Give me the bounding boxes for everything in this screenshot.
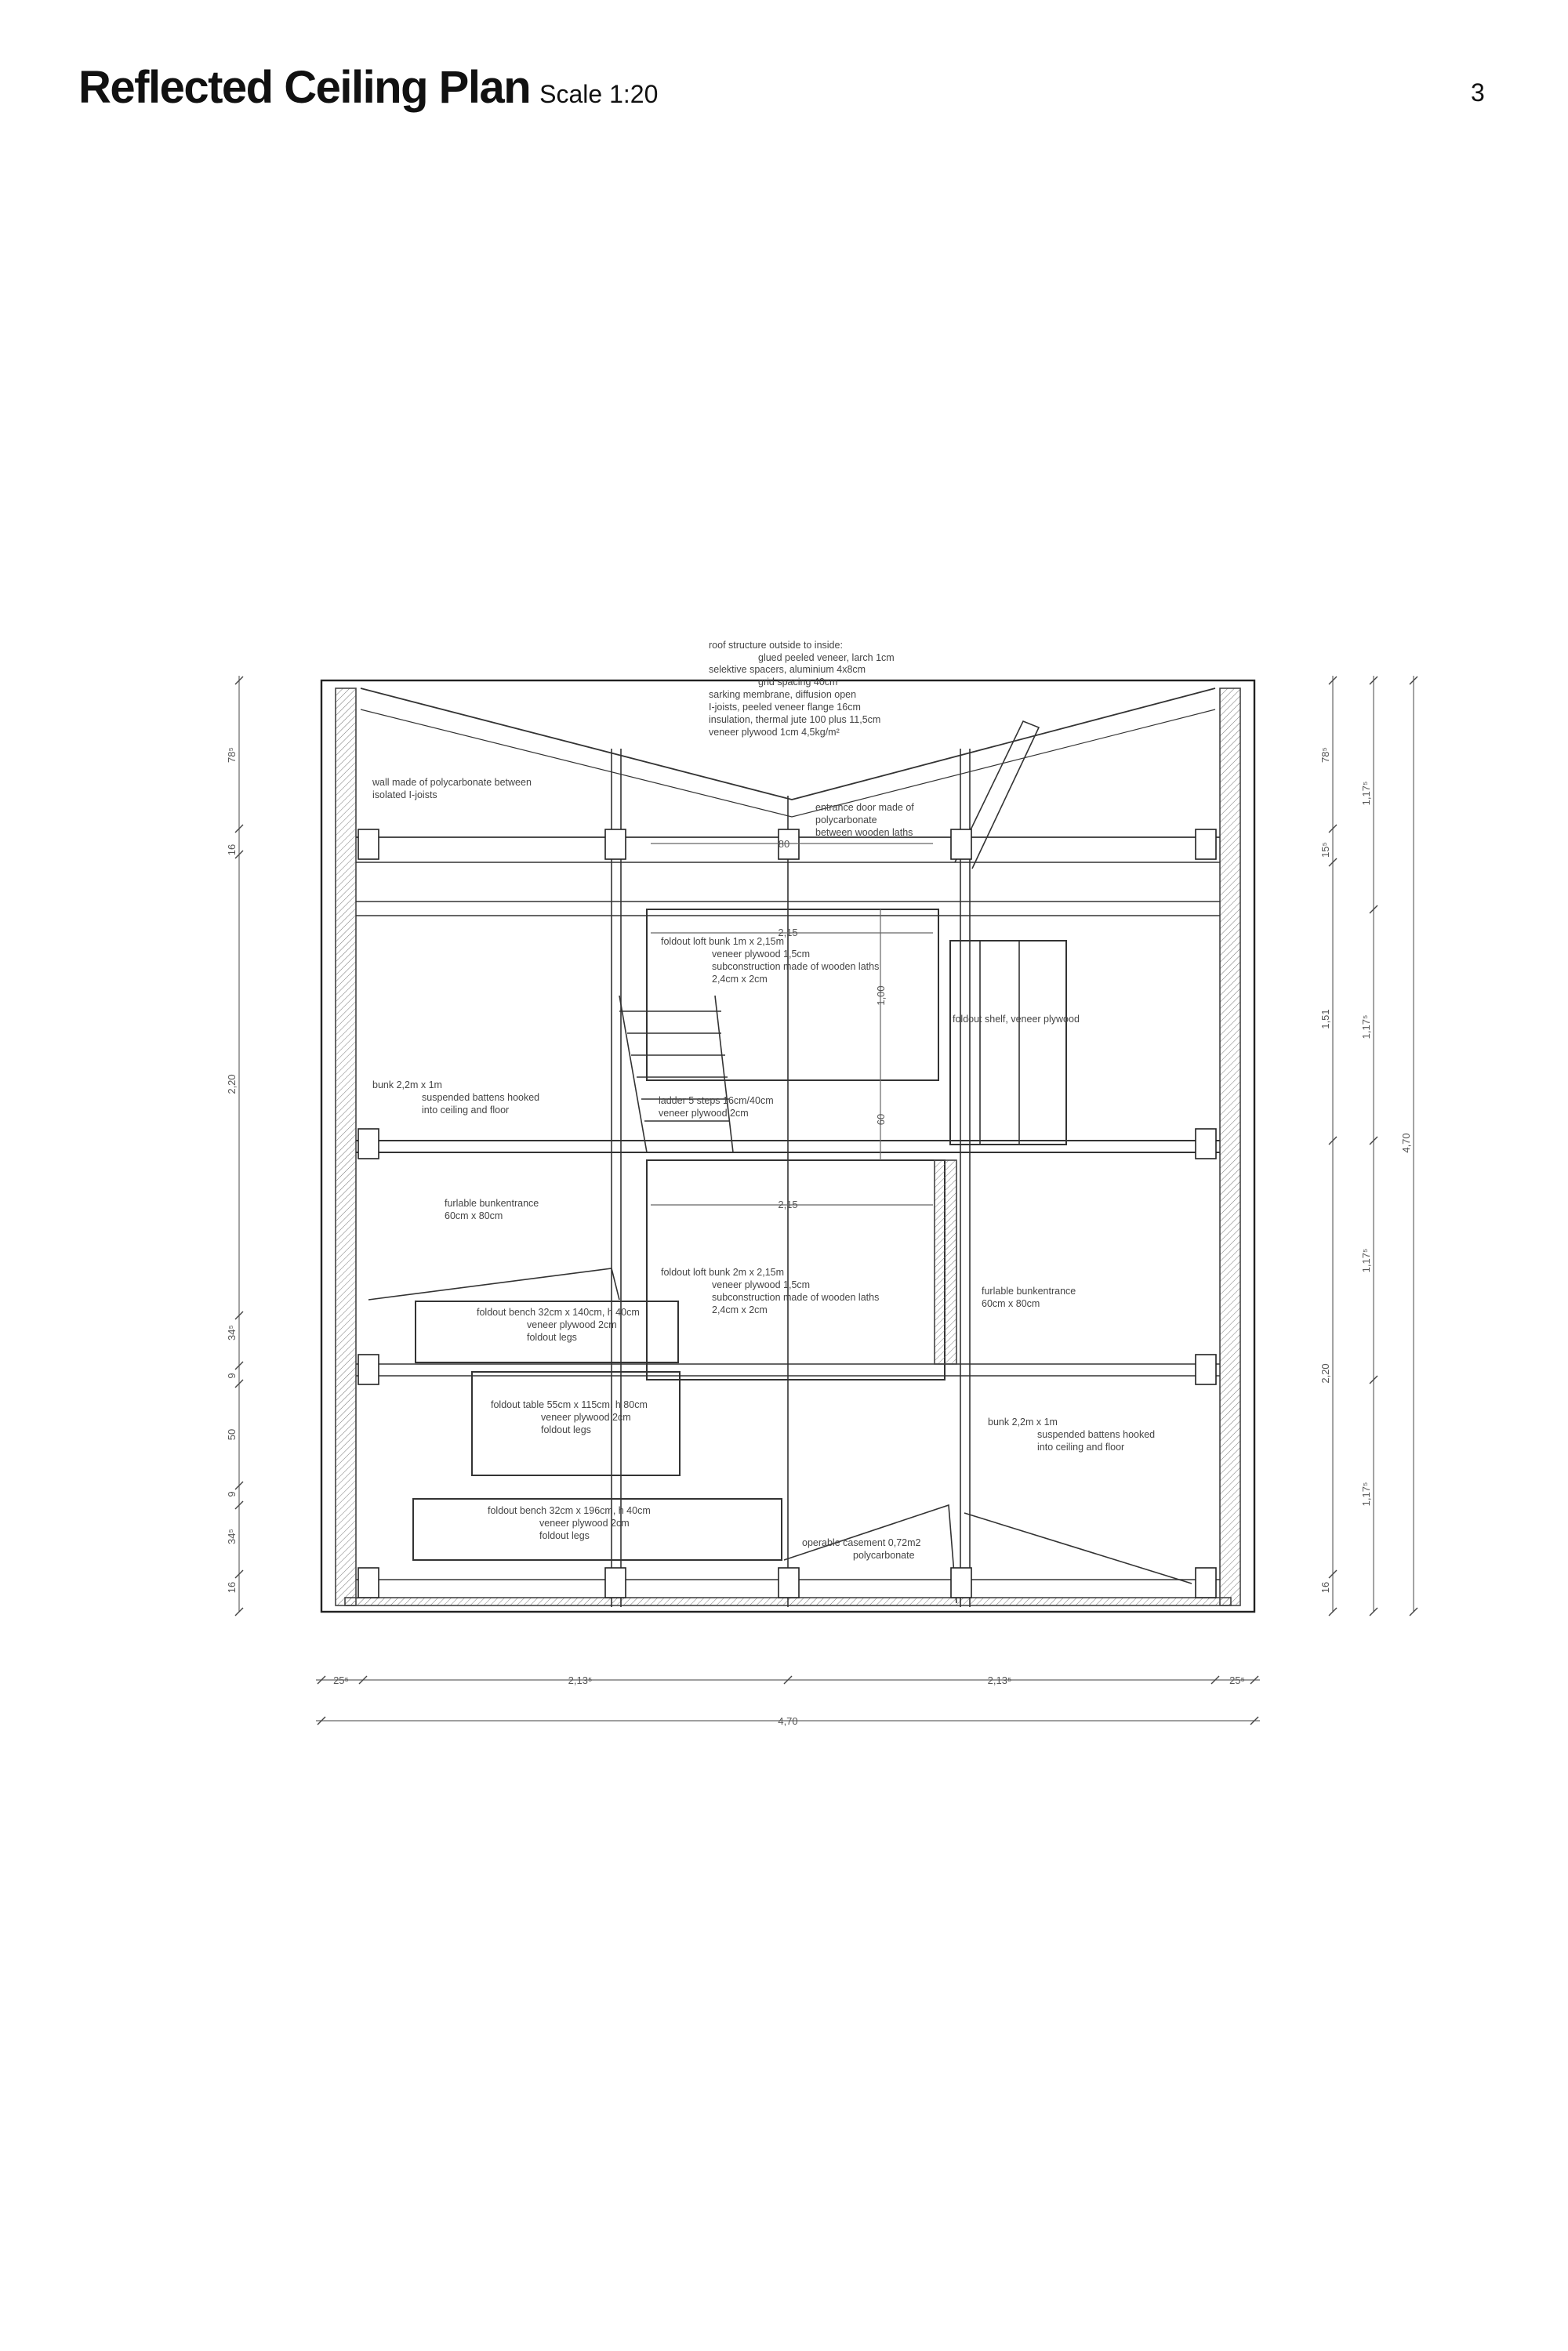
note-bunk-right: suspended battens hooked: [1037, 1429, 1156, 1440]
note-door: entrance door made of: [815, 802, 914, 813]
note-table: veneer plywood 2cm: [541, 1412, 631, 1423]
foldout-table: [472, 1372, 680, 1475]
dim-left: 9: [226, 1491, 238, 1497]
note-furlable-right: 60cm x 80cm: [982, 1298, 1040, 1309]
note-casement: polycarbonate: [853, 1550, 915, 1561]
scale-label: Scale 1:20: [539, 80, 659, 108]
dim-bottom: 2,13⁵: [987, 1674, 1012, 1686]
note-bunk-right: bunk 2,2m x 1m: [988, 1417, 1058, 1428]
dim-right-c: 4,70: [1400, 1133, 1412, 1153]
dim-right-a: 1,51: [1319, 1009, 1331, 1029]
dim-left: 16: [226, 1581, 238, 1594]
note-bench1: foldout legs: [527, 1332, 577, 1343]
dim-bottom: 2,13⁵: [568, 1674, 593, 1686]
note-furlable-left: furlable bunkentrance: [445, 1198, 539, 1209]
annotations: [372, 640, 1155, 1561]
dim-bottom-total: 4,70: [778, 1715, 798, 1727]
left-wall-hatch: [336, 688, 356, 1605]
note-roof: grid spacing 40cm: [758, 677, 838, 688]
bench-1-edge: [368, 1268, 619, 1300]
ladder: [619, 996, 733, 1152]
note-door: polycarbonate: [815, 815, 877, 825]
dim-left: 2,20: [226, 1074, 238, 1094]
casement-line: [964, 1513, 1192, 1584]
note-roof: veneer plywood 1cm 4,5kg/m²: [709, 727, 840, 738]
dim-right-b: 1,17⁵: [1360, 781, 1372, 806]
dim-door-width: 80: [778, 838, 790, 850]
note-bench2: foldout legs: [539, 1530, 590, 1541]
note-loft2: veneer plywood 1,5cm: [712, 1279, 811, 1290]
note-bunk-left: bunk 2,2m x 1m: [372, 1079, 442, 1090]
dim-right-a: 16: [1319, 1581, 1331, 1594]
furlable-entrance-right: [935, 1160, 956, 1364]
right-wall-hatch: [1220, 688, 1240, 1605]
foldout-shelf: [950, 941, 1066, 1145]
note-bench1: veneer plywood 2cm: [527, 1319, 617, 1330]
note-bench2: foldout bench 32cm x 196cm, h 40cm: [488, 1505, 651, 1516]
dim-bottom: 25⁵: [1229, 1674, 1245, 1686]
note-loft1: subconstruction made of wooden laths: [712, 961, 880, 972]
note-loft2: foldout loft bunk 2m x 2,15m: [661, 1267, 785, 1278]
note-loft2: subconstruction made of wooden laths: [712, 1292, 880, 1303]
dim-left: 34⁵: [226, 1325, 238, 1341]
note-loft1: veneer plywood 1,5cm: [712, 949, 811, 960]
note-furlable-right: furlable bunkentrance: [982, 1286, 1076, 1297]
plan-linework: [321, 680, 1254, 1612]
dim-right-b: 1,17⁵: [1360, 1482, 1372, 1507]
dim-loft2-length: 2,15: [778, 1199, 798, 1210]
dim-bottom: 25⁵: [333, 1674, 349, 1686]
dim-loft1-length: 2,15: [778, 927, 798, 938]
dim-left: 50: [226, 1428, 238, 1441]
title-text: Reflected Ceiling Plan: [78, 62, 531, 113]
dim-right-b: 1,17⁵: [1360, 1248, 1372, 1273]
note-wall: isolated I-joists: [372, 789, 437, 800]
dim-left: 34⁵: [226, 1529, 238, 1544]
note-shelf: foldout shelf, veneer plywood: [953, 1014, 1080, 1025]
page-number: 3: [1471, 78, 1485, 107]
note-bunk-left: into ceiling and floor: [422, 1105, 510, 1116]
dim-right-b: 1,17⁵: [1360, 1014, 1372, 1039]
note-roof: selektive spacers, aluminium 4x8cm: [709, 664, 866, 675]
note-ladder: ladder 5 steps 16cm/40cm: [659, 1095, 774, 1106]
note-ladder: veneer plywood 2cm: [659, 1108, 749, 1119]
note-loft1: foldout loft bunk 1m x 2,15m: [661, 936, 785, 947]
dim-loft1-depth: 1,00: [875, 985, 887, 1006]
dim-left: 16: [226, 844, 238, 856]
note-loft2: 2,4cm x 2cm: [712, 1304, 768, 1315]
dim-gap-60: 60: [875, 1113, 887, 1126]
dim-right-a: 78⁵: [1319, 747, 1331, 763]
note-roof: glued peeled veneer, larch 1cm: [758, 652, 895, 663]
note-casement: operable casement 0,72m2: [802, 1537, 921, 1548]
note-roof: I-joists, peeled veneer flange 16cm: [709, 702, 861, 713]
note-bunk-left: suspended battens hooked: [422, 1092, 540, 1103]
dim-left: 78⁵: [226, 747, 238, 763]
note-roof: sarking membrane, diffusion open: [709, 689, 857, 700]
note-wall: wall made of polycarbonate between: [372, 777, 532, 788]
note-bench1: foldout bench 32cm x 140cm, h 40cm: [477, 1307, 640, 1318]
note-furlable-left: 60cm x 80cm: [445, 1210, 503, 1221]
note-table: foldout table 55cm x 115cm, h 80cm: [491, 1399, 648, 1410]
note-loft1: 2,4cm x 2cm: [712, 974, 768, 985]
note-bench2: veneer plywood 2cm: [539, 1518, 630, 1529]
note-table: foldout legs: [541, 1424, 591, 1435]
note-door: between wooden laths: [815, 827, 913, 838]
dim-right-a: 15⁵: [1319, 842, 1331, 858]
dim-left: 9: [226, 1373, 238, 1379]
note-roof: insulation, thermal jute 100 plus 11,5cm: [709, 714, 881, 725]
dim-right-a: 2,20: [1319, 1363, 1331, 1384]
note-bunk-right: into ceiling and floor: [1037, 1442, 1125, 1453]
note-roof: roof structure outside to inside:: [709, 640, 843, 651]
